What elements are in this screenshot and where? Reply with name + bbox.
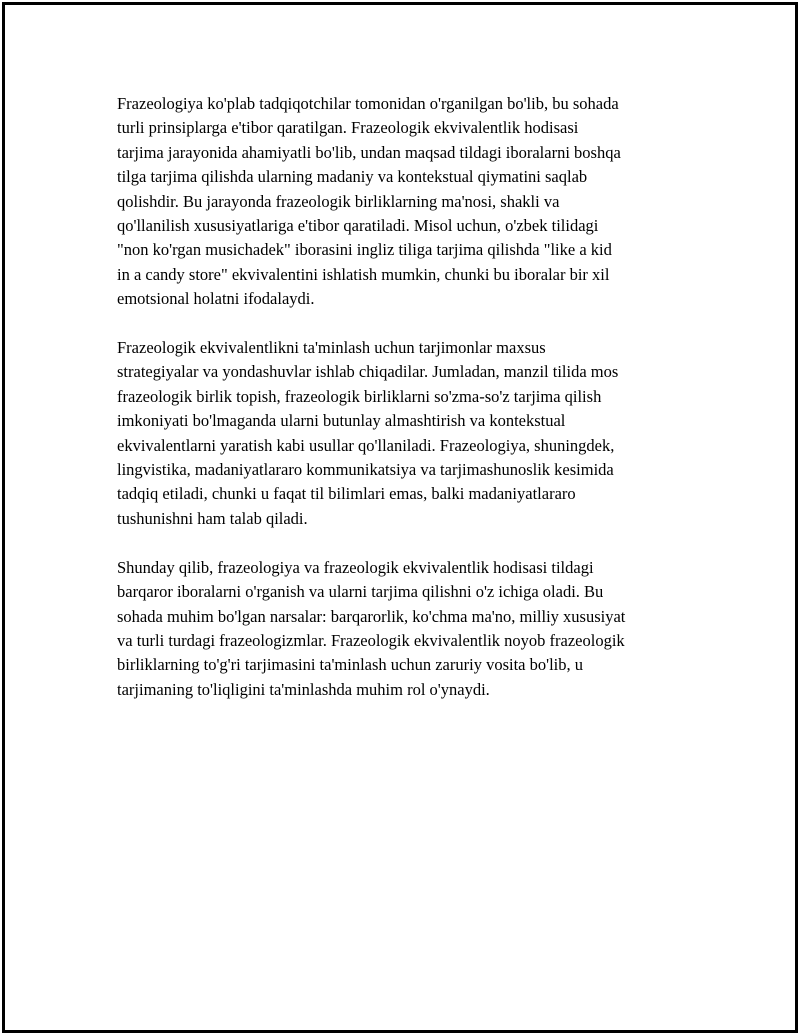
document-body bbox=[117, 92, 697, 727]
text-line: imkoniyati bo'lmaganda ularni butunlay almashtirish va kontekstual bbox=[117, 411, 566, 431]
text-line: tadqiq etiladi, chunki u faqat til bilimlari emas, balki madaniyatlararo bbox=[117, 484, 576, 504]
text-line: lingvistika, madaniyatlararo kommunikatsiya va tarjimashunoslik kesimida bbox=[117, 460, 614, 480]
text-line: tarjima jarayonida ahamiyatli bo'lib, undan maqsad tildagi iboralarni boshqa bbox=[117, 142, 621, 162]
text-line: barqaror iboralarni o'rganish va ularni tarjima qilishni o'z ichiga oladi. Bu bbox=[117, 582, 604, 602]
text-line: strategiyalar va yondashuvlar ishlab chiqadilar. Jumladan, manzil tilida mos bbox=[117, 362, 619, 382]
text-line: in a candy store" ekvivalentini ishlatish mumkin, chunki bu iboralar bir xil bbox=[117, 264, 610, 284]
text-line: qolishdir. Bu jarayonda frazeologik birliklarning ma'nosi, shakli va bbox=[117, 191, 560, 211]
text-line: "non ko'rgan musichadek" iborasini ingliz tiliga tarjima qilishda "like a kid bbox=[117, 240, 612, 260]
paragraph-3 bbox=[117, 556, 697, 702]
text-line: Frazeologiya ko'plab tadqiqotchilar tomonidan o'rganilgan bo'lib, bu sohada bbox=[117, 94, 619, 113]
text-line: tushunishni ham talab qiladi. bbox=[117, 508, 308, 528]
text-line: sohada muhim bo'lgan narsalar: barqarorlik, ko'chma ma'no, milliy xususiyat bbox=[117, 606, 626, 626]
text-line: Shunday qilib, frazeologiya va frazeologik ekvivalentlik hodisasi tildagi bbox=[117, 557, 594, 577]
text-line: tarjimaning to'liqligini ta'minlashda muhim rol o'ynaydi. bbox=[117, 679, 490, 699]
text-line: birliklarning to'g'ri tarjimasini ta'minlash uchun zaruriy vosita bo'lib, u bbox=[117, 655, 584, 675]
paragraph-2 bbox=[117, 336, 697, 531]
paragraph-1 bbox=[117, 92, 697, 312]
text-line: turli prinsiplarga e'tibor qaratilgan. Frazeologik ekvivalentlik hodisasi bbox=[117, 118, 579, 138]
text-line: va turli turdagi frazeologizmlar. Frazeologik ekvivalentlik noyob frazeologik bbox=[117, 630, 625, 650]
text-line: tilga tarjima qilishda ularning madaniy va kontekstual qiymatini saqlab bbox=[117, 167, 588, 187]
text-line: Frazeologik ekvivalentlikni ta'minlash uchun tarjimonlar maxsus bbox=[117, 338, 546, 358]
text-line: ekvivalentlarni yaratish kabi usullar qo'llaniladi. Frazeologiya, shuningdek, bbox=[117, 435, 615, 455]
text-line: frazeologik birlik topish, frazeologik birliklarni so'zma-so'z tarjima qilish bbox=[117, 386, 602, 406]
text-line: qo'llanilish xususiyatlariga e'tibor qaratiladi. Misol uchun, o'zbek tilidagi bbox=[117, 216, 599, 236]
text-line: emotsional holatni ifodalaydi. bbox=[117, 289, 315, 309]
